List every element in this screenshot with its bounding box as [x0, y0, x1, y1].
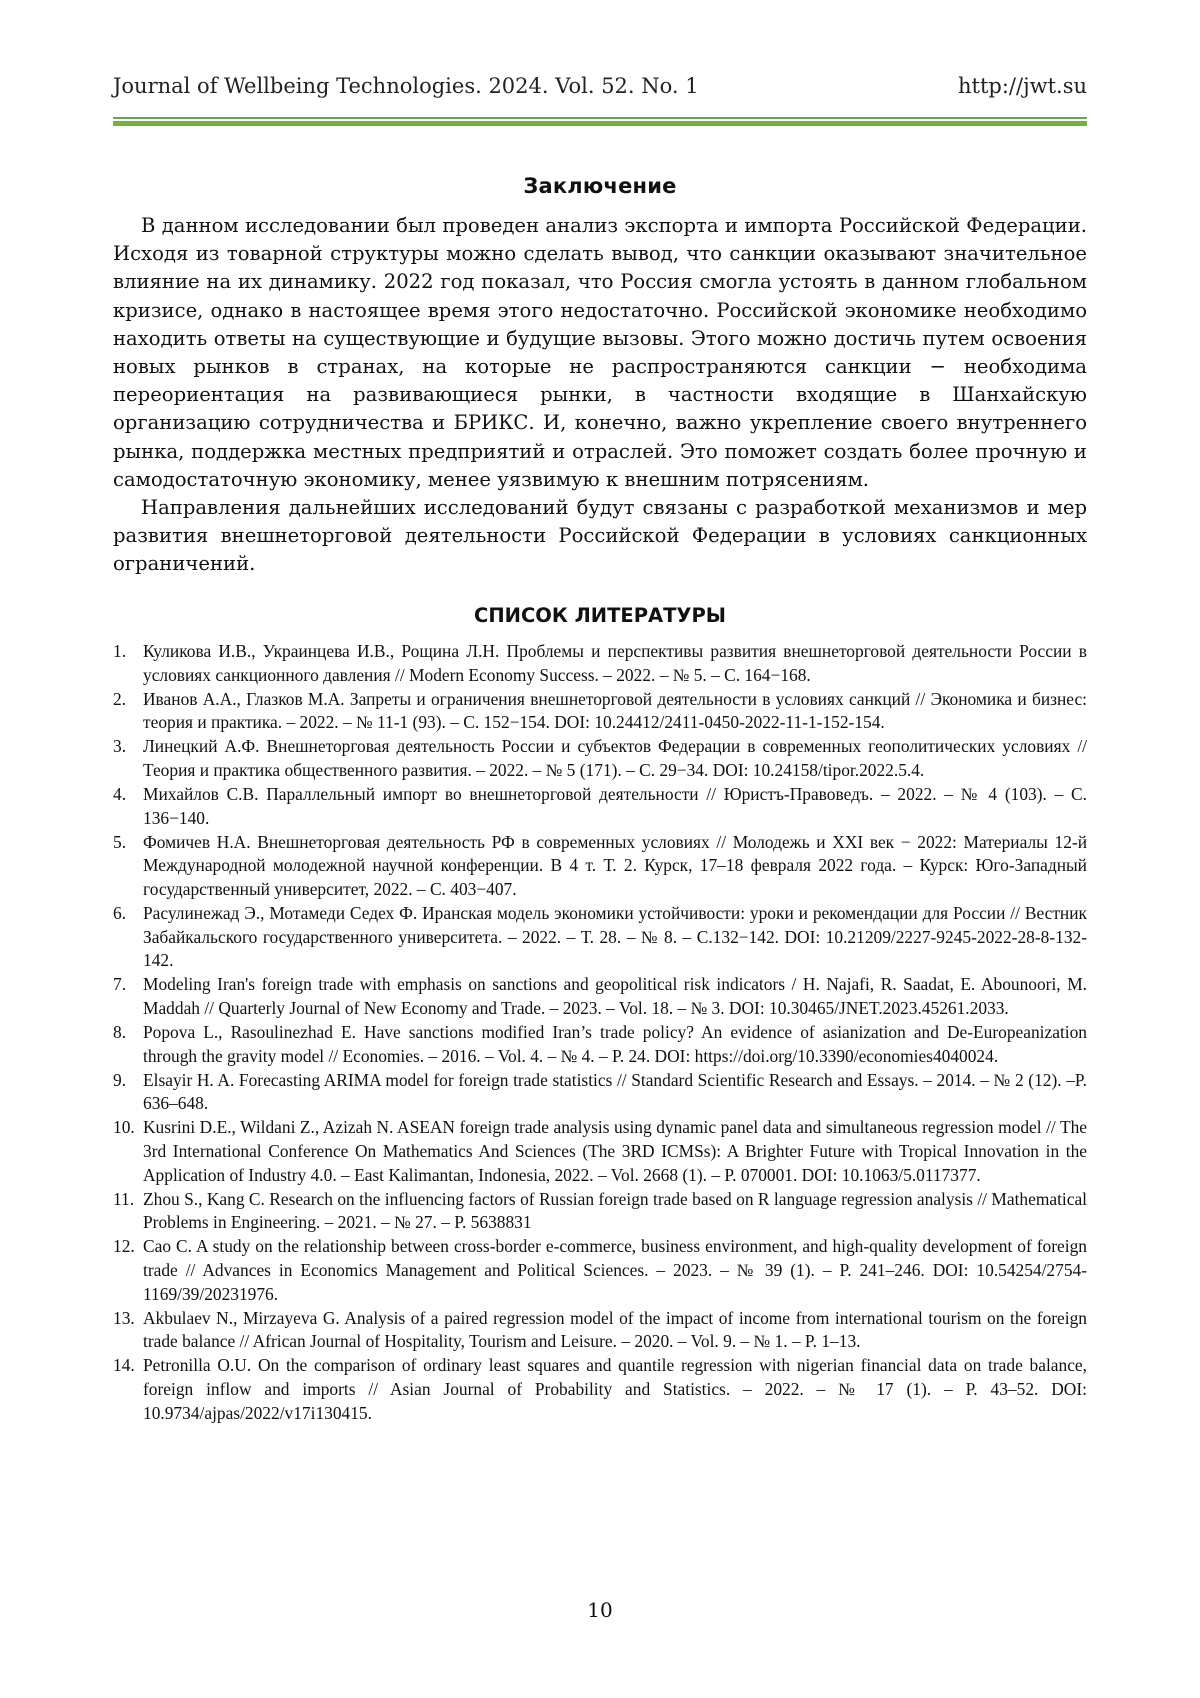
reference-number: 6.	[113, 903, 127, 924]
journal-url: http://jwt.su	[958, 74, 1087, 98]
conclusion-heading: Заключение	[523, 174, 677, 198]
reference-text: Akbulaev N., Mirzayeva G. Analysis of a paired regression model of the impact of income from international tourism on the foreign trade balance // African Journal of Hospitality, Tourism and Leisure. – 2020. – Vol. 9. – № 1. – P. 1–13.	[143, 1307, 1087, 1352]
reference-item	[113, 831, 1087, 902]
reference-number: 3.	[113, 736, 127, 757]
reference-number: 5.	[113, 831, 127, 852]
reference-item	[113, 735, 1087, 782]
conclusion-paragraph: В данном исследовании был проведен анализ экспорта и импорта Российской Федерации. Исходя из товарной структуры можно сделать вывод, что санкции оказывают значительное влияние на их динамику. 2022 год показал, что Россия смогла устоять в данном глобальном кризисе, однако в настоящее время этого недостаточно. Российской экономике необходимо находить ответы на существующие и будущие вызовы. Этого можно достичь путем освоения новых рынков в странах, на которые не распространяются санкции − необходима переориентация на развивающиеся рынки, в частности входящие в Шанхайскую организацию сотрудничества и БРИКС. И, конечно, важно укрепление своего внутреннего рынка, поддержка местных предприятий и отраслей. Это поможет создать более прочную и самодостаточную экономику, менее уязвимую к внешним потрясениям.	[113, 214, 1087, 491]
reference-item	[113, 1235, 1087, 1306]
page-number: 10	[587, 1598, 613, 1622]
running-header	[113, 74, 1087, 98]
reference-item	[113, 1021, 1087, 1068]
reference-item	[113, 1188, 1087, 1235]
references-heading: СПИСОК ЛИТЕРАТУРЫ	[474, 604, 726, 627]
header-rule-thick	[113, 121, 1087, 126]
reference-number: 9.	[113, 1069, 127, 1090]
reference-number: 11.	[113, 1188, 135, 1209]
conclusion-paragraph: Направления дальнейших исследований будут связаны с разработкой механизмов и мер развития внешнеторговой деятельности Российской Федерации в условиях санкционных ограничений.	[113, 496, 1087, 576]
reference-text: Popova L., Rasoulinezhad E. Have sanctions modified Iran’s trade policy? An evidence of asianization and De-Europeanization through the gravity model // Economies. – 2016. – Vol. 4. – № 4. – P. 24. DOI: https://doi.org/10.3390/economies4040024.	[143, 1022, 1087, 1066]
reference-number: 7.	[113, 974, 127, 995]
reference-text: Фомичев Н.А. Внешнеторговая деятельность РФ в современных условиях // Молодежь и XXI век − 2022: Материалы 12-й Международной молодежной научной конференции. В 4 т. Т. 2. Курск, 17–18 февраля 2022 года. – Курск: Юго-Западный государственный университет, 2022. – С. 403−407.	[143, 831, 1087, 899]
reference-text: Расулинежад Э., Мотамеди Седех Ф. Иранская модель экономики устойчивости: уроки и рекомендации для России // Вестник Забайкальского государственного университета. – 2022. – Т. 28. – № 8. – С.132−142. DOI: 10.21209/2227-9245-2022-28-8-132-142.	[143, 903, 1087, 971]
reference-number: 1.	[113, 641, 127, 661]
reference-item	[113, 1307, 1087, 1354]
reference-text: Линецкий А.Ф. Внешнеторговая деятельность России и субъектов Федерации в современных геополитических условиях // Теория и практика общественного развития. – 2022. – № 5 (171). – С. 29−34. DOI: 10.24158/tipor.2022.5.4.	[143, 736, 1087, 780]
reference-number: 13.	[113, 1307, 135, 1328]
reference-number: 8.	[113, 1022, 127, 1042]
header-rule-thin	[113, 117, 1087, 119]
reference-text: Cao C. A study on the relationship between cross-border e-commerce, business environment, and high-quality development of foreign trade // Advances in Economics Management and Political Sciences. – 2023. – № 39 (1). – P. 241–246. DOI: 10.54254/2754-1169/39/20231976.	[143, 1236, 1087, 1304]
references-list	[113, 640, 1087, 1426]
reference-item	[113, 902, 1087, 973]
reference-item	[113, 1354, 1087, 1425]
reference-number: 12.	[113, 1236, 135, 1257]
reference-text: Petronilla O.U. On the comparison of ordinary least squares and quantile regression with nigerian financial data on trade balance, foreign inflow and imports // Asian Journal of Probability and Statistics. – 2022. – № 17 (1). – P. 43–52. DOI: 10.9734/ajpas/2022/v17i130415.	[143, 1355, 1087, 1423]
reference-text: Михайлов С.В. Параллельный импорт во внешнеторговой деятельности // Юристъ-Правоведъ. – 2022. – № 4 (103). – С. 136−140.	[143, 784, 1087, 828]
reference-number: 2.	[113, 688, 127, 709]
reference-item	[113, 783, 1087, 830]
reference-number: 14.	[113, 1355, 135, 1376]
reference-number: 4.	[113, 784, 127, 805]
reference-text: Куликова И.В., Украинцева И.В., Рощина Л.Н. Проблемы и перспективы развития внешнеторговой деятельности России в условиях санкционного давления // Modern Economy Success. – 2022. – № 5. – С. 164−168.	[143, 641, 1087, 685]
reference-item	[113, 1116, 1087, 1187]
reference-text: Modeling Iran's foreign trade with emphasis on sanctions and geopolitical risk indicators / H. Najafi, R. Saadat, E. Abounoori, M. Maddah // Quarterly Journal of New Economy and Trade. – 2023. – Vol. 18. – № 3. DOI: 10.30465/JNET.2023.45261.2033.	[143, 974, 1087, 1018]
header-rule	[113, 117, 1087, 126]
reference-item	[113, 688, 1087, 735]
reference-text: Иванов А.А., Глазков М.А. Запреты и ограничения внешнеторговой деятельности в условиях санкций // Экономика и бизнес: теория и практика. – 2022. – № 11-1 (93). – С. 152−154. DOI: 10.24412/2411-0450-2022-11-1-152-154.	[143, 688, 1087, 733]
journal-title: Journal of Wellbeing Technologies. 2024. Vol. 52. No. 1	[113, 74, 699, 98]
reference-item	[113, 1069, 1087, 1116]
reference-item	[113, 973, 1087, 1020]
reference-item	[113, 640, 1087, 687]
conclusion-body	[113, 212, 1087, 579]
reference-text: Elsayir H. A. Forecasting ARIMA model for foreign trade statistics // Standard Scientific Research and Essays. – 2014. – № 2 (12). –P. 636–648.	[143, 1069, 1087, 1114]
reference-text: Kusrini D.E., Wildani Z., Azizah N. ASEAN foreign trade analysis using dynamic panel data and simultaneous regression model // The 3rd International Conference On Mathematics And Sciences (The 3RD ICMSs): A Brighter Future with Tropical Innovation in the Application of Industry 4.0. – East Kalimantan, Indonesia, 2022. – Vol. 2668 (1). – P. 070001. DOI: 10.1063/5.0117377.	[143, 1117, 1087, 1185]
reference-number: 10.	[113, 1117, 135, 1138]
reference-text: Zhou S., Kang C. Research on the influencing factors of Russian foreign trade based on R language regression analysis // Mathematical Problems in Engineering. – 2021. – № 27. – P. 5638831	[143, 1188, 1087, 1233]
